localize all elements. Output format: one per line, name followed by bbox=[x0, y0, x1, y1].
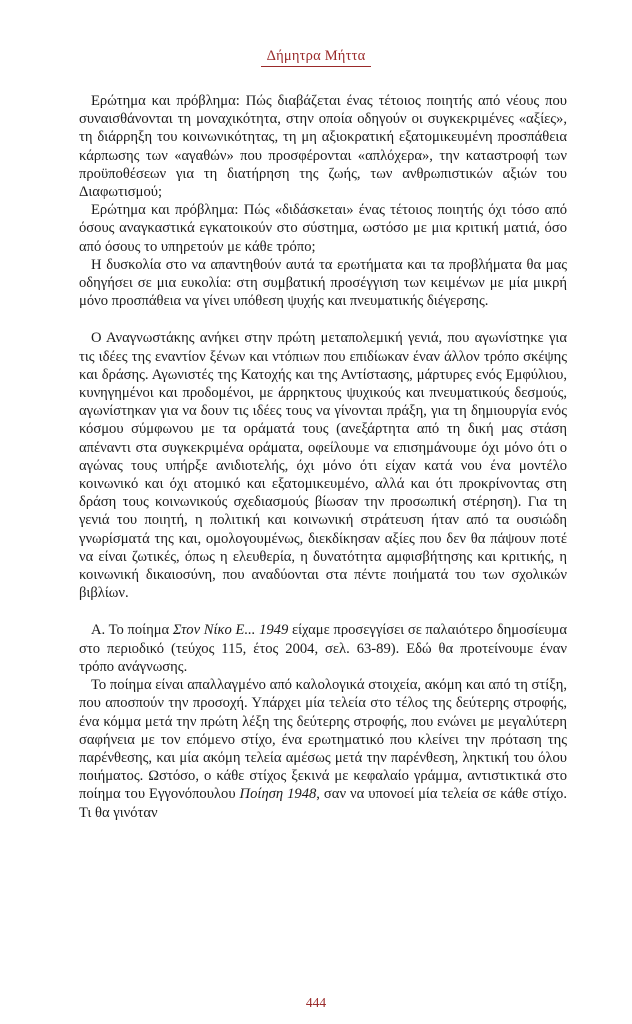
body-text bbox=[79, 92, 567, 822]
paragraph-6 bbox=[79, 676, 567, 822]
paragraph-6-end: , σαν να υπονοεί μία τελεία σε κάθε στίχο. Τι θα γινόταν bbox=[79, 786, 567, 821]
paragraph-5 bbox=[79, 621, 567, 676]
paragraph-1: Ερώτημα και πρόβλημα: Πώς διαβάζεται ένας τέτοιος ποιητής από νέους που συναισθάνονται τη μοναχικότητα, στην οποία οδηγούν οι συγκεκριμένες «αξίες», τη διάρρηξη του κοινωνικότητας, τη μη αξιοκρατική εξατομικευμένη προσπάθεια κάρπωσης των «αγαθών» που προσφέρονται «απλόχερα», την καταστροφή των προϋποθέσεων για τη διατήρηση της ζωής, των ανθρωπιστικών αξιών του Διαφωτισμού; bbox=[79, 93, 567, 201]
paragraph-3: Η δυσκολία στο να απαντηθούν αυτά τα ερωτήματα και τα προβλήματα θα μας οδηγήσει σε μια ευκολία: στη συμβατική προσέγγιση των κειμένων με μία μικρή μόνο προσπάθεια να γίνει υπόθεση ψυχής και πνευματικής διέγερσης. bbox=[79, 256, 567, 310]
poem-title-2: Ποίηση 1948 bbox=[239, 786, 317, 803]
running-header bbox=[0, 48, 632, 67]
page-number: 444 bbox=[305, 995, 327, 1010]
paragraph-5-start: Α. Το ποίημα bbox=[91, 622, 173, 639]
paragraph-4: Ο Αναγνωστάκης ανήκει στην πρώτη μεταπολεμική γενιά, που αγωνίστηκε για τις ιδέες της εναντίον ξένων και ντόπιων που επιδίωκαν έναν άλλον τρόπο σκέψης και δράσης. Αγωνιστές της Κατοχής και της Αντίστασης, μάρτυρες ενός Εμφύλιου, κυνηγημένοι και προδομένοι, με άρρηκτους ψυχικούς και πνευματικούς δεσμούς, αγωνίστηκαν για να δουν τις ιδέες τους να γίνονται πράξη, για τη δημιουργία ενός κόσμου σύμφωνου με τα οράματά τους (ανεξάρτητα από τη δική μας στάση απέναντι στα συγκεκριμένα οράματα, οφείλουμε να επισημάνουμε όχι μόνο ότι ο αγώνας τους υπήρξε ανιδιοτελής, όχι μόνο ότι είχαν κατά νου ένα μοντέλο κοινωνικό και όχι ατομικό και εξατομικευμένο, αλλά και ότι προκρίνοντας στη δράση τους κοινωνικούς σχεδιασμούς βίωσαν την προσωπική στέρηση). Για τη γενιά του ποιητή, η πολιτική και κοινωνική στράτευση ήταν από τα ουσιώδη γνωρίσματά της και, ομολογουμένως, διεκδίκησαν αξίες που δεν θα πάψουν ποτέ να είναι ζωτικές, όπως η ελευθερία, η δυνατότητα αμφισβήτησης και κριτικής, η κοινωνική δικαιοσύνη, που αναδύονται στα πέντε ποιήματά του των σχολικών βιβλίων. bbox=[79, 330, 567, 602]
paragraph-5-end: είχαμε προσεγγίσει σε παλαιότερο δημοσίευμα στο περιοδικό (τεύχος 115, έτος 2004, σελ. 63-89). Εδώ θα προτείνουμε έναν τρόπο ανάγνωσης. bbox=[79, 622, 567, 675]
poem-title-1: Στον Νίκο Ε... 1949 bbox=[172, 622, 289, 639]
paragraph-6-start: Το ποίημα είναι απαλλαγμένο από καλολογικά στοιχεία, ακόμη και από τη στίξη, που αποσπούν την προσοχή. Υπάρχει μία τελεία στο τέλος της δεύτερης στροφής, ένα κόμμα μετά την πρώτη λέξη της δεύτερης στροφής, που ενώνει με μεγαλύτερη σαφήνεια με τον επόμενο στίχο, ένα ερωτηματικό που κλείνει την πρόταση της παρένθεσης, και μία ακόμη τελεία αμέσως μετά την παρένθεση, ληκτική του όλου ποιήματος. Ωστόσο, ο κάθε στίχος ξεκινά με κεφαλαίο γράμμα, αντιστικτικά στο ποίημα του Εγγονόπουλου bbox=[79, 677, 567, 803]
author-name: Δήμητρα Μήττα bbox=[261, 48, 372, 67]
paragraph-2: Ερώτημα και πρόβλημα: Πώς «διδάσκεται» ένας τέτοιος ποιητής όχι τόσο από όσους αναγκαστικά εγκατοικούν στο σύστημα, ωστόσο με μια κριτική ματιά, όσο από όσους το υπηρετούν με κάθε τρόπο; bbox=[79, 202, 567, 255]
